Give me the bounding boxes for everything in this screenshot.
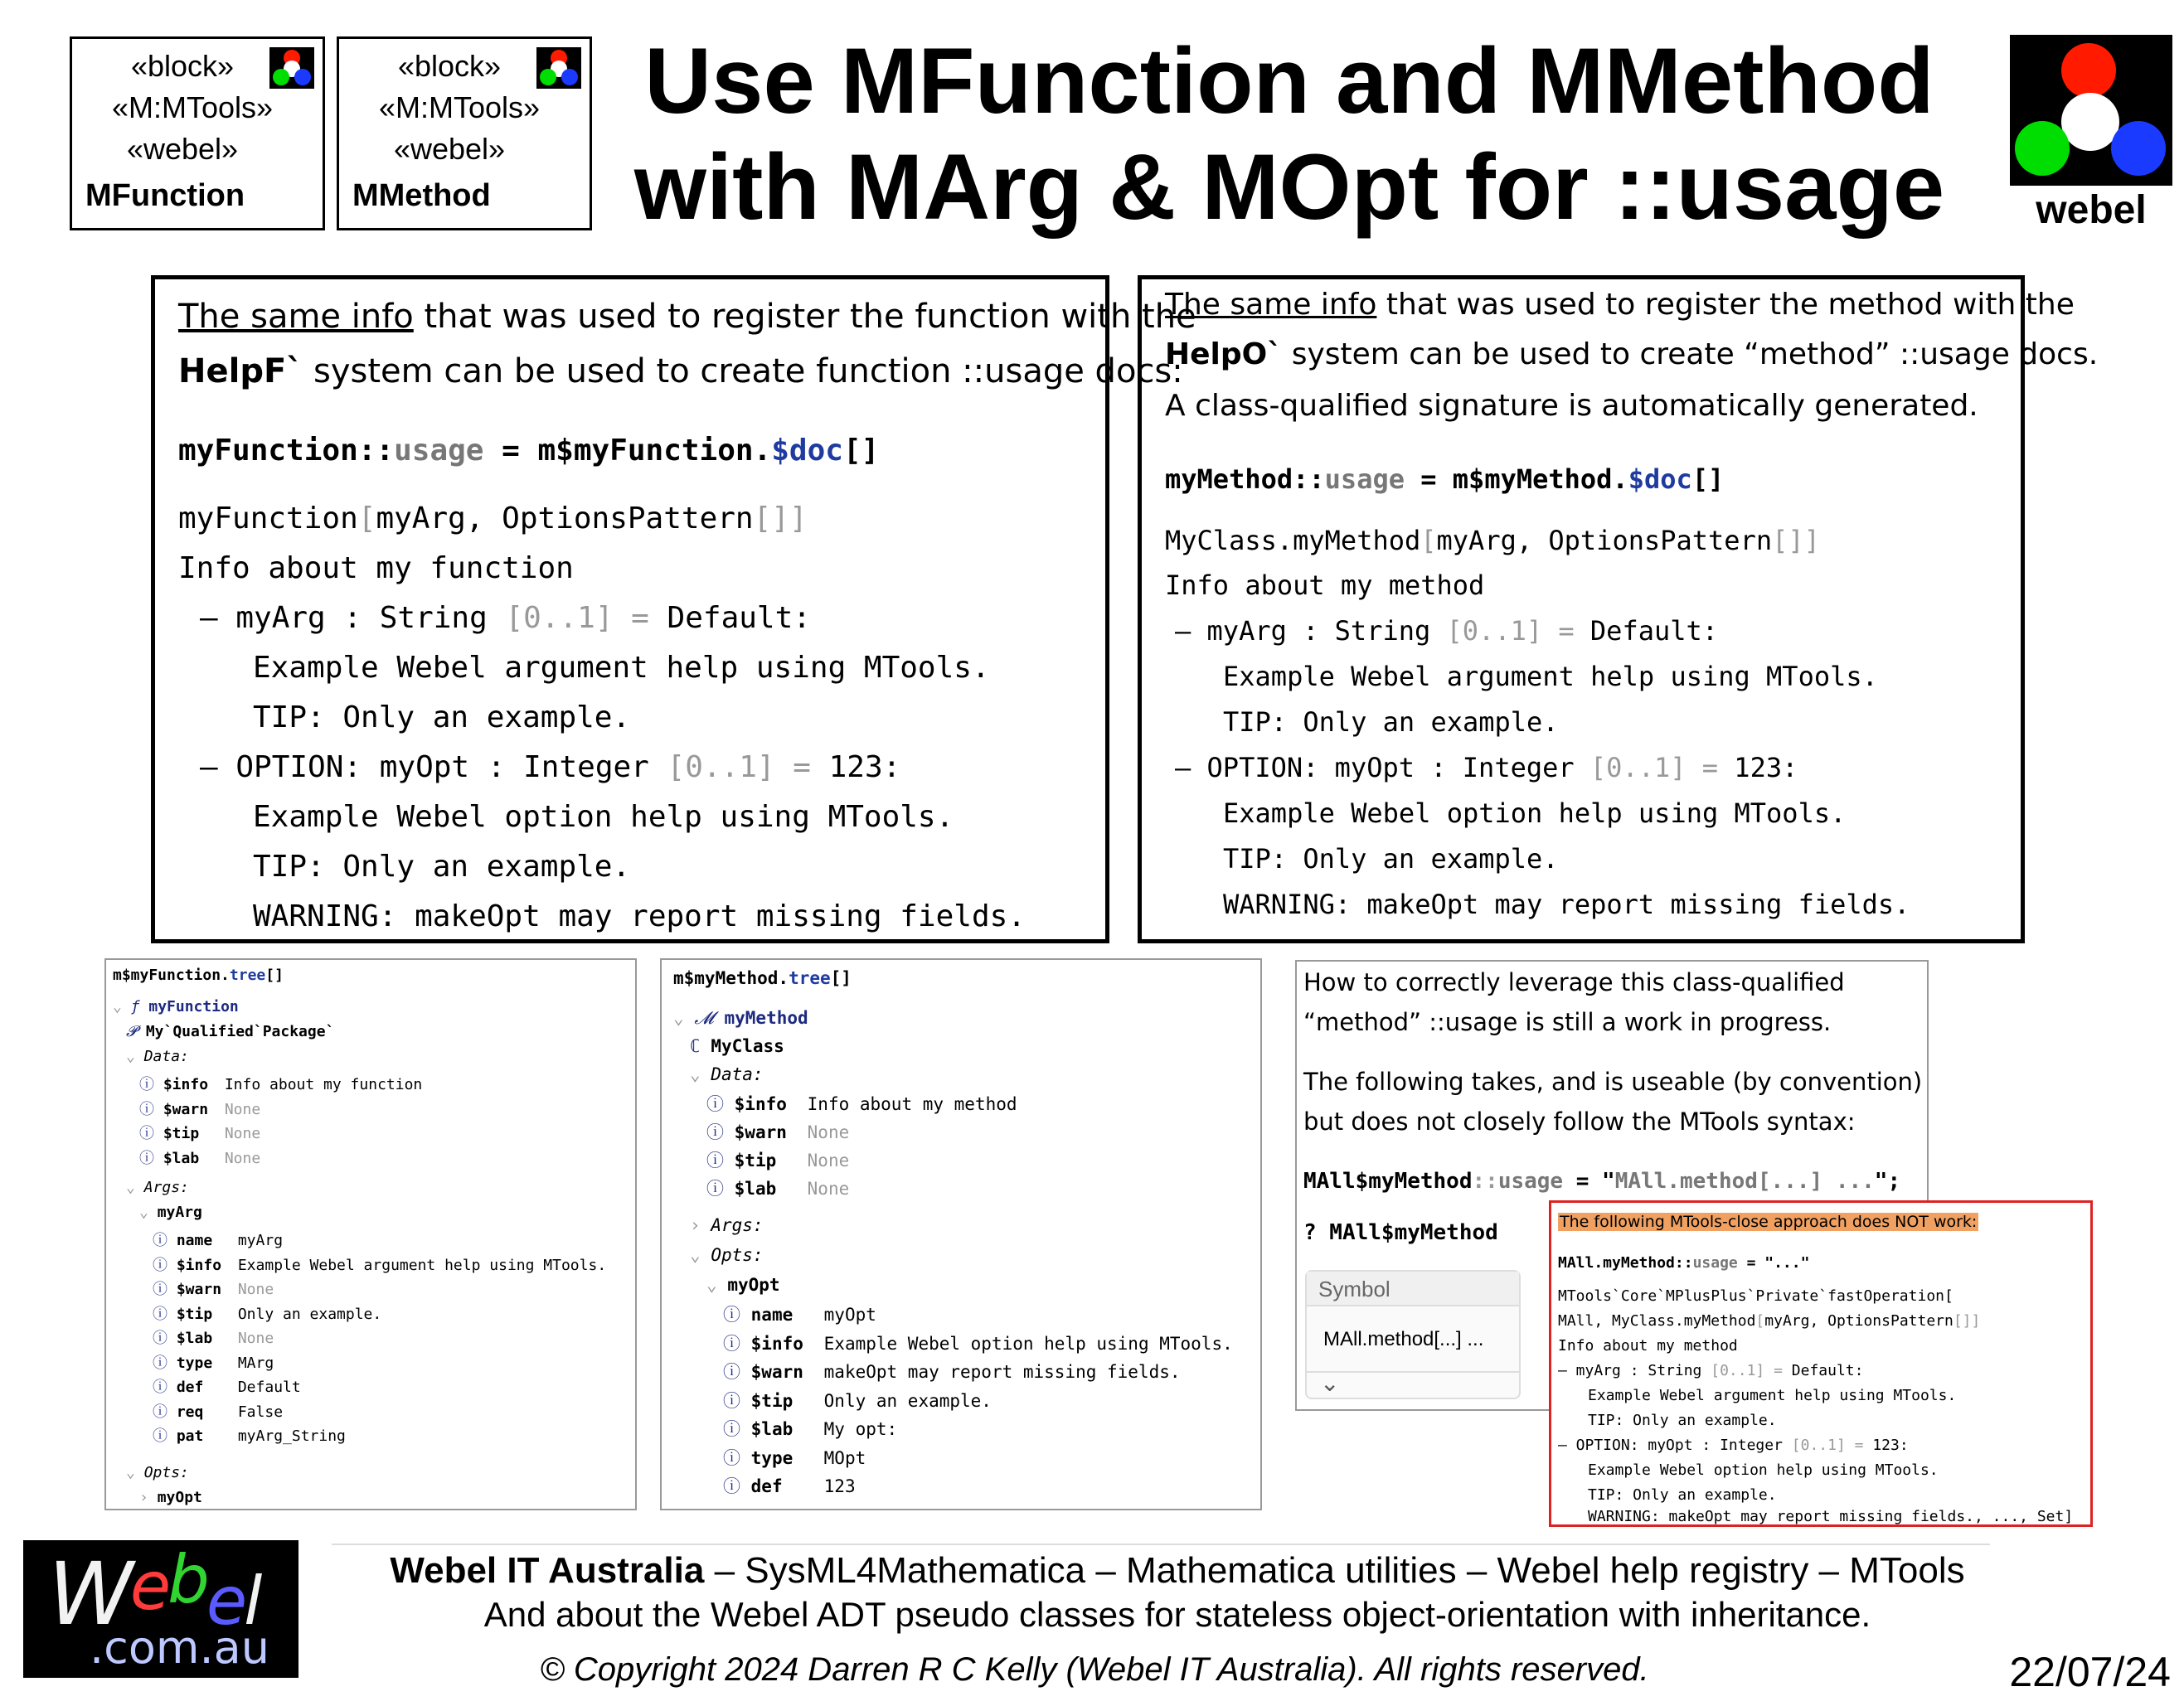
info-line: Info about my method	[1165, 569, 1485, 601]
field-key: $info	[734, 1094, 787, 1114]
footer-divider	[332, 1544, 1990, 1545]
code-line-6: Example Webel argument help using MTools.	[1588, 1387, 1957, 1404]
field-key: $warn	[163, 1100, 209, 1118]
code-line-8: – OPTION: myOpt : Integer [0..1] = 123:	[1558, 1437, 1909, 1454]
field-value: MOpt	[823, 1447, 866, 1468]
signature-line: MyClass.myMethod[myArg, OptionsPattern[]]	[1165, 525, 1820, 556]
chevron-right-icon: ›	[139, 1489, 148, 1506]
info-icon: ⓘ	[153, 1427, 177, 1445]
tree-field-row	[139, 1098, 260, 1119]
footer-line-2: And about the Webel ADT pseudo classes for stateless object-orientation with inheritance.	[483, 1595, 1871, 1634]
chevron-down-icon: ⌄	[139, 1204, 148, 1221]
tree-field-row	[153, 1326, 274, 1348]
stereotype-mtools: «M:MTools»	[378, 90, 541, 124]
info-icon: ⓘ	[723, 1419, 751, 1439]
tree-args-group[interactable]: ⌄ Args:	[126, 1179, 189, 1196]
code-line-1: MAll.myMethod::usage = "..."	[1558, 1254, 1810, 1272]
tree-field-row	[723, 1445, 866, 1470]
code-line-4: Info about my method	[1558, 1337, 1738, 1355]
stereotype-webel: «webel»	[126, 132, 239, 166]
note-query: ? MAll$myMethod	[1303, 1220, 1498, 1245]
arg-help-line: Example Webel argument help using MTools.	[253, 651, 990, 685]
tree-expression: m$myMethod.tree[]	[673, 968, 852, 988]
intro-line-1: The same info that was used to register the method with the	[1165, 288, 2075, 322]
function-icon: ƒ	[130, 998, 140, 1015]
tree-expression: m$myFunction.tree[]	[113, 967, 284, 984]
field-key: name	[176, 1232, 213, 1249]
stereotype-block: «block»	[397, 49, 502, 83]
code-line-11: WARNING: makeOpt may report missing fields., ..., Set]	[1588, 1508, 2074, 1525]
info-icon: ⓘ	[723, 1362, 751, 1382]
symbol-output-card[interactable]	[1305, 1270, 1521, 1399]
chevron-right-icon: ›	[690, 1215, 701, 1235]
title-line-1: Use MFunction and MMethod	[644, 29, 1934, 133]
field-value: Info about my function	[224, 1076, 423, 1093]
chevron-down-icon: ⌄	[690, 1064, 701, 1084]
note-p2-line1: The following takes, and is useable (by convention)	[1303, 1068, 1923, 1096]
info-icon: ⓘ	[153, 1354, 177, 1372]
stereotype-mtools: «M:MTools»	[111, 90, 274, 124]
field-key: name	[750, 1305, 794, 1325]
chevron-down-icon: ⌄	[673, 1008, 684, 1028]
tree-field-row	[153, 1424, 346, 1446]
option-line: – OPTION: myOpt : Integer [0..1] = 123:	[1175, 752, 1798, 783]
tree-field-row	[706, 1147, 849, 1172]
option-line: – OPTION: myOpt : Integer [0..1] = 123:	[200, 750, 901, 784]
field-key: req	[176, 1403, 204, 1421]
arg-tip-line: TIP: Only an example.	[253, 700, 631, 734]
option-tip-line: TIP: Only an example.	[1223, 843, 1559, 875]
option-tip-line: TIP: Only an example.	[253, 850, 631, 884]
field-key: pat	[176, 1427, 204, 1445]
tree-args-group[interactable]: › Args:	[690, 1215, 764, 1235]
field-value: 123	[823, 1476, 856, 1496]
option-warning-line: WARNING: makeOpt may report missing fields.	[1223, 889, 1910, 920]
block-name: MFunction	[85, 178, 245, 213]
tree-field-row	[153, 1400, 283, 1422]
not-working-approach-box	[1549, 1200, 2093, 1527]
chevron-down-icon: ⌄	[706, 1275, 717, 1295]
tree-field-row	[723, 1301, 876, 1326]
info-icon: ⓘ	[723, 1333, 751, 1354]
code-line-3: MAll, MyClass.myMethod[myArg, OptionsPattern[]]	[1558, 1312, 1981, 1330]
tree-root-function[interactable]: ⌄ ƒ myFunction	[113, 998, 239, 1015]
method-icon: 𝓜	[694, 1008, 714, 1028]
info-icon: ⓘ	[723, 1305, 751, 1325]
arg-line: – myArg : String [0..1] = Default:	[1175, 615, 1719, 647]
usage-code-line: myFunction::usage = m$myFunction.$doc[]	[178, 434, 880, 468]
webel-com-au-logo: We$^b$el .com.au	[23, 1540, 298, 1678]
note-p1-line2: “method” ::usage is still a work in progress.	[1303, 1008, 1832, 1036]
chevron-down-icon: ⌄	[690, 1245, 701, 1265]
tree-field-row	[139, 1122, 260, 1143]
field-key: $info	[750, 1333, 803, 1354]
symbol-header: Symbol	[1318, 1277, 1390, 1301]
field-value: Default	[237, 1379, 301, 1396]
arg-line: – myArg : String [0..1] = Default:	[200, 601, 811, 635]
field-value: None	[224, 1149, 261, 1167]
field-value: myArg_String	[237, 1427, 346, 1445]
block-name: MMethod	[352, 178, 491, 213]
signature-line: myFunction[myArg, OptionsPattern[]]	[178, 502, 808, 536]
tree-field-row	[153, 1253, 606, 1275]
stereotype-box-mfunction	[70, 36, 325, 230]
symbol-value: MAll.method[...] ...	[1323, 1328, 1484, 1350]
info-icon: ⓘ	[706, 1122, 735, 1142]
field-key: $warn	[176, 1281, 222, 1298]
field-value: None	[807, 1151, 850, 1170]
field-key: $tip	[734, 1151, 777, 1170]
tree-field-row	[723, 1359, 1181, 1384]
webel-logo	[2010, 35, 2172, 186]
footer-line-1: Webel IT Australia – SysML4Mathematica – Mathematica utilities – Webel help registry – MTools	[390, 1550, 1965, 1591]
class-icon: ℂ	[690, 1036, 701, 1056]
tree-field-row	[153, 1375, 301, 1397]
intro-line-2: HelpF` system can be used to create function ::usage docs:	[178, 352, 1183, 390]
field-key: $info	[163, 1076, 209, 1093]
code-line-10: TIP: Only an example.	[1588, 1486, 1777, 1504]
field-value: None	[807, 1179, 850, 1199]
stereotype-block: «block»	[130, 49, 235, 83]
tree-field-row	[706, 1119, 849, 1144]
field-key: def	[750, 1476, 783, 1496]
field-value: My opt:	[823, 1419, 898, 1439]
intro-line-2: HelpO` system can be used to create “method” ::usage docs.	[1165, 337, 2099, 371]
field-key: $warn	[750, 1362, 803, 1382]
tree-data-group[interactable]: ⌄ Data:	[126, 1048, 189, 1065]
chevron-down-icon[interactable]: ⌄	[1320, 1370, 1340, 1396]
field-value: None	[224, 1100, 261, 1118]
info-icon: ⓘ	[153, 1232, 177, 1249]
option-help-line: Example Webel option help using MTools.	[253, 800, 954, 834]
field-value: None	[237, 1330, 274, 1347]
method-usage-doc	[1138, 275, 2099, 943]
field-key: $info	[176, 1256, 222, 1274]
code-line-5: – myArg : String [0..1] = Default:	[1558, 1362, 1864, 1379]
webel-logo-label: webel	[2036, 188, 2147, 232]
tree-field-row	[723, 1473, 856, 1498]
field-key: $warn	[734, 1122, 787, 1142]
field-value: Example Webel option help using MTools.	[823, 1333, 1233, 1354]
function-tree-panel	[104, 958, 637, 1510]
method-tree-panel	[660, 958, 1262, 1510]
field-value: Only an example.	[237, 1305, 382, 1323]
chevron-down-icon: ⌄	[126, 1048, 135, 1065]
tree-field-row	[153, 1351, 274, 1373]
tree-class: ℂ MyClass	[690, 1036, 784, 1056]
usage-code-line: myMethod::usage = m$myMethod.$doc[]	[1165, 463, 1725, 495]
field-value: myArg	[237, 1232, 284, 1249]
tree-arg-myarg[interactable]: ⌄ myArg	[139, 1204, 202, 1221]
intro-line-1: The same info that was used to register the function with the	[178, 298, 1196, 336]
chevron-down-icon: ⌄	[126, 1464, 135, 1481]
tree-field-row	[706, 1091, 1017, 1116]
function-usage-doc	[151, 275, 1196, 943]
footer-date: 22/07/24	[2009, 1649, 2171, 1695]
info-icon: ⓘ	[706, 1094, 735, 1114]
field-key: $lab	[734, 1179, 777, 1199]
tree-opts-group[interactable]: ⌄ Opts:	[690, 1245, 764, 1265]
field-key: def	[176, 1379, 204, 1396]
field-key: $tip	[163, 1125, 200, 1142]
tree-data-group[interactable]: ⌄ Data:	[690, 1064, 764, 1084]
info-icon: ⓘ	[706, 1151, 735, 1170]
field-value: Example Webel argument help using MTools.	[237, 1256, 607, 1274]
info-icon: ⓘ	[153, 1305, 177, 1323]
title-line-2: with MArg & MOpt for ::usage	[633, 135, 1945, 239]
mini-webel-icon	[536, 47, 581, 89]
tree-opts-group[interactable]: ⌄ Opts:	[126, 1464, 189, 1481]
package-icon: 𝓟	[126, 1023, 137, 1040]
footer-copyright: © Copyright 2024 Darren R C Kelly (Webel IT Australia). All rights reserved.	[540, 1651, 1649, 1688]
code-line-2: MTools`Core`MPlusPlus`Private`fastOperation[	[1558, 1287, 1953, 1305]
chevron-down-icon[interactable]: ⌄	[113, 998, 122, 1015]
stereotype-webel: «webel»	[393, 132, 506, 166]
info-icon: ⓘ	[139, 1076, 163, 1093]
field-value: None	[237, 1281, 274, 1298]
field-key: $lab	[176, 1330, 213, 1347]
page-title	[605, 28, 1973, 240]
field-value: Only an example.	[823, 1390, 992, 1411]
tree-field-row	[139, 1073, 422, 1094]
option-help-line: Example Webel option help using MTools.	[1223, 797, 1847, 829]
option-warning-line: WARNING: makeOpt may report missing fields.	[253, 899, 1026, 933]
stereotype-box-mmethod	[337, 36, 592, 230]
field-value: myOpt	[823, 1305, 876, 1325]
info-icon: ⓘ	[723, 1390, 751, 1411]
tree-field-row	[153, 1277, 274, 1299]
info-icon: ⓘ	[139, 1125, 163, 1142]
field-value: makeOpt may report missing fields.	[823, 1362, 1181, 1382]
info-icon: ⓘ	[153, 1379, 177, 1396]
field-key: $tip	[176, 1305, 213, 1323]
tree-field-row	[139, 1146, 260, 1168]
arg-help-line: Example Webel argument help using MTools.	[1223, 661, 1878, 692]
note-p1-line1: How to correctly leverage this class-qualified	[1303, 968, 1845, 996]
tree-opt-myopt[interactable]: › myOpt	[139, 1489, 202, 1506]
field-value: MArg	[237, 1354, 274, 1372]
arg-tip-line: TIP: Only an example.	[1223, 706, 1559, 738]
intro-line-3: A class-qualified signature is automatically generated.	[1165, 389, 1978, 423]
tree-field-row	[723, 1330, 1233, 1355]
tree-field-row	[153, 1302, 381, 1324]
info-icon: ⓘ	[723, 1476, 751, 1496]
field-key: $lab	[163, 1149, 200, 1167]
info-icon: ⓘ	[153, 1281, 177, 1298]
mini-webel-icon	[269, 47, 314, 89]
field-value: None	[807, 1122, 850, 1142]
tree-field-row	[723, 1388, 992, 1413]
tree-opt-myopt[interactable]: ⌄ myOpt	[706, 1275, 780, 1295]
code-line-9: Example Webel option help using MTools.	[1588, 1461, 1939, 1479]
code-line-7: TIP: Only an example.	[1588, 1412, 1777, 1429]
tree-field-row	[706, 1175, 849, 1200]
info-icon: ⓘ	[153, 1256, 177, 1274]
info-icon: ⓘ	[723, 1447, 751, 1468]
info-icon: ⓘ	[706, 1179, 735, 1199]
info-icon: ⓘ	[153, 1403, 177, 1421]
field-key: $tip	[750, 1390, 794, 1411]
info-line: Info about my function	[178, 551, 574, 585]
tree-field-row	[723, 1416, 897, 1441]
field-value: Info about my method	[807, 1094, 1017, 1114]
note-usage-code: MAll$myMethod::usage = "MAll.method[...] ...";	[1303, 1169, 1901, 1194]
field-key: type	[176, 1354, 213, 1372]
warning-heading: The following MTools-close approach does NOT work:	[1560, 1213, 1978, 1231]
field-value: False	[237, 1403, 284, 1421]
info-icon: ⓘ	[153, 1330, 177, 1347]
note-p2-line2: but does not closely follow the MTools syntax:	[1303, 1107, 1856, 1136]
field-key: type	[750, 1447, 794, 1468]
info-icon: ⓘ	[139, 1100, 163, 1118]
tree-field-row	[153, 1229, 283, 1250]
tree-root-method[interactable]: ⌄ 𝓜 myMethod	[673, 1008, 808, 1028]
field-key: $lab	[750, 1419, 794, 1439]
field-value: None	[224, 1125, 261, 1142]
info-icon: ⓘ	[139, 1149, 163, 1167]
tree-package: 𝓟 My`Qualified`Package`	[126, 1023, 335, 1040]
chevron-down-icon: ⌄	[126, 1179, 135, 1196]
